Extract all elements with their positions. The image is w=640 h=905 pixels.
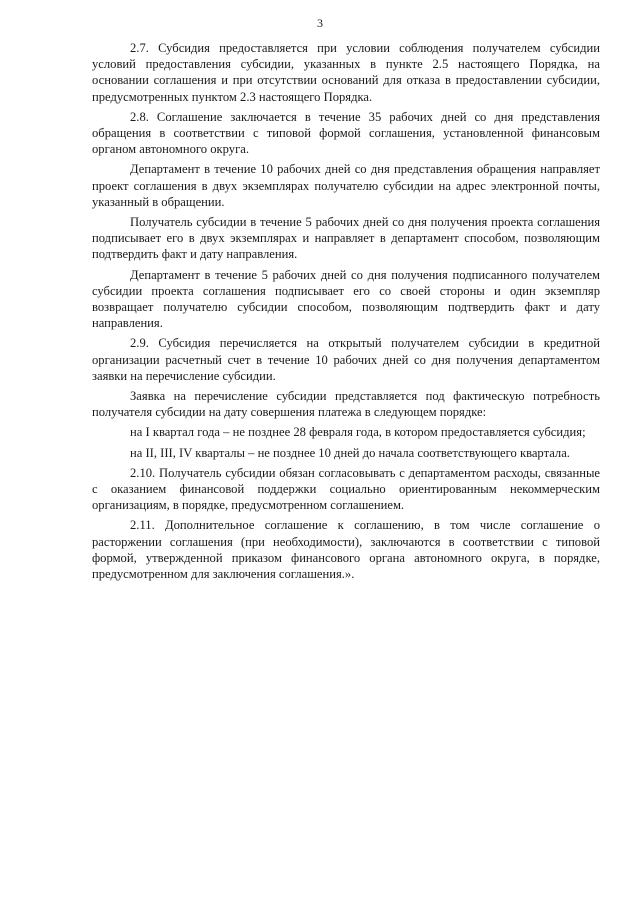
paragraph-2-8: 2.8. Соглашение заключается в течение 35 рабочих дней со дня представления обращения в соответствии с типовой формой соглашения, установленной финансовым органом автономного округа. bbox=[92, 109, 600, 157]
page-number: 3 bbox=[317, 16, 323, 30]
paragraph-quarter-1: на I квартал года – не позднее 28 февраля года, в котором предоставляется субсидия; bbox=[130, 425, 586, 440]
paragraph-application: Заявка на перечисление субсидии представляется под фактическую потребность получателя субсидии на дату совершения платежа в следующем порядке: bbox=[92, 389, 600, 420]
paragraph-department-sends: Департамент в течение 10 рабочих дней со дня представления обращения направляет проект соглашения в двух экземплярах получателю субсидии на адрес электронной почты, указанный в обращении. bbox=[92, 162, 600, 209]
paragraph-recipient-signs: Получатель субсидии в течение 5 рабочих дней со дня получения проекта соглашения подписывает его в двух экземплярах и направляет в департамент способом, позволяющим подтвердить факт и дату направления. bbox=[92, 215, 600, 262]
paragraph-quarters-2-4: на II, III, IV кварталы – не позднее 10 дней до начала соответствующего квартала. bbox=[130, 445, 570, 460]
paragraph-2-9: 2.9. Субсидия перечисляется на открытый получателем субсидии в кредитной организации расчетный счет в течение 10 рабочих дней со дня получения департаментом заявки на перечисление субсидии. bbox=[92, 336, 600, 383]
paragraph-2-7: 2.7. Субсидия предоставляется при условии соблюдения получателем субсидии условий предоставления субсидии, указанных в пункте 2.5 настоящего Порядка, на основании соглашения и при отсутствии оснований для отказа в предоставлении субсидии, предусмотренных пунктом 2.3 настоящего Порядка. bbox=[92, 41, 600, 104]
paragraph-2-11: 2.11. Дополнительное соглашение к соглашению, в том числе соглашение о расторжении соглашения (при необходимости), заключаются в соответствии с типовой формой, утвержденной приказом финансового органа автономного округа, в порядке, предусмотренном для заключения соглашения.». bbox=[92, 518, 600, 582]
document-body bbox=[92, 40, 600, 586]
paragraph-2-10: 2.10. Получатель субсидии обязан согласовывать с департаментом расходы, связанные с оказанием финансовой поддержки социально ориентированным некоммерческим организациям, в порядке, предусмотренном соглашением. bbox=[92, 465, 600, 513]
paragraph-department-returns: Департамент в течение 5 рабочих дней со дня получения подписанного получателем субсидии проекта соглашения подписывает его со своей стороны и один экземпляр возвращает получателю субсидии способом, позволяющим подтвердить факт и дату направления. bbox=[92, 267, 600, 331]
